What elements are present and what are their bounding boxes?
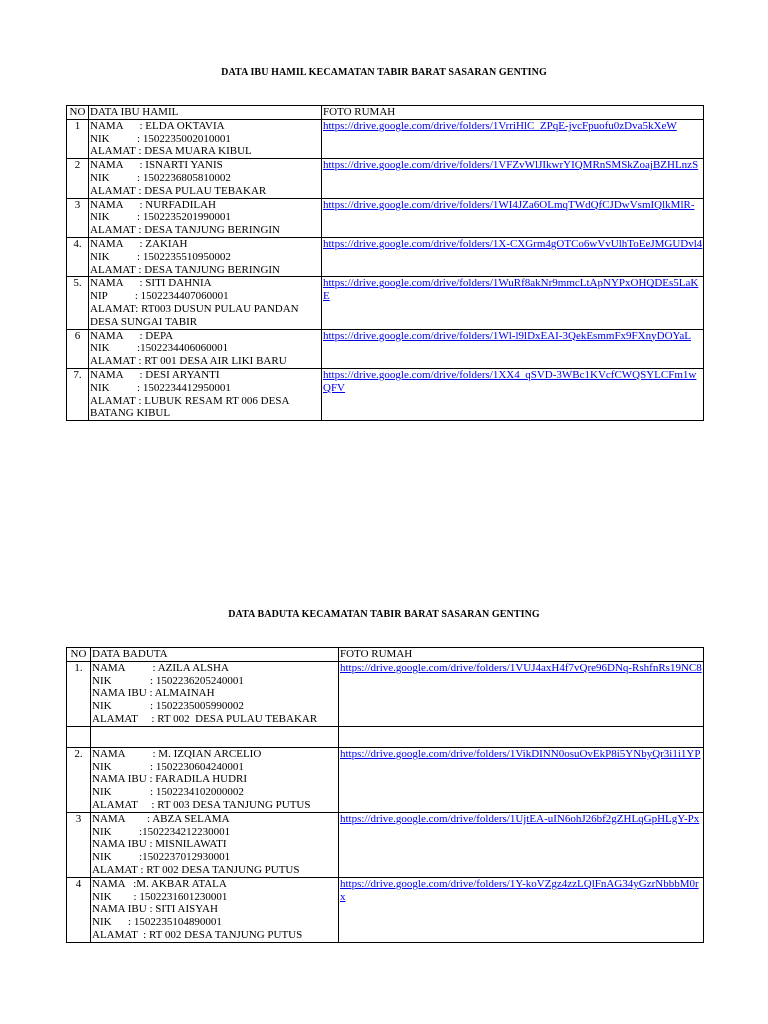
row-line: NAMA : ZAKIAH xyxy=(90,237,188,250)
row-line: NAMA : AZILA ALSHA xyxy=(92,661,229,674)
row-data xyxy=(89,159,322,198)
row-data xyxy=(91,747,339,812)
row-line: NAMA : ELDA OKTAVIA xyxy=(90,119,225,132)
row-no: 2. xyxy=(67,747,91,812)
drive-link[interactable]: https://drive.google.com/drive/folders/1WI4JZa6OLmqTWdQfCJDwVsmIQlkMlR- xyxy=(323,198,695,211)
row-line: NAMA : DEPA xyxy=(90,329,174,342)
row-data xyxy=(89,119,322,158)
table-header xyxy=(67,106,704,120)
row-line: NAMA :M. AKBAR ATALA xyxy=(92,877,227,890)
row-data xyxy=(91,812,339,877)
row-line: NAMA IBU : ALMAINAH xyxy=(92,687,215,700)
row-line: ALAMAT : DESA PULAU TEBAKAR xyxy=(90,184,267,197)
header-no: NO xyxy=(67,648,91,662)
table-row xyxy=(67,159,704,198)
row-no: 7. xyxy=(67,368,89,420)
row-line: ALAMAT : LUBUK RESAM RT 006 DESA xyxy=(90,394,290,407)
row-foto xyxy=(322,277,704,329)
row-line: NIK : 1502236205240001 xyxy=(92,674,244,687)
row-line: NIP : 1502234407060001 xyxy=(90,290,229,303)
row-line: ALAMAT : RT 002 DESA PULAU TEBAKAR xyxy=(92,712,318,725)
row-line: NIK : 1502235201990001 xyxy=(90,211,231,224)
row-data xyxy=(89,277,322,329)
empty-cell xyxy=(67,726,91,747)
ibu-hamil-table xyxy=(66,105,704,421)
row-line: NIK :1502234406060001 xyxy=(90,342,229,355)
table-row xyxy=(67,812,704,877)
row-line: DESA SUNGAI TABIR xyxy=(90,315,198,328)
row-line: ALAMAT : RT 002 DESA TANJUNG PUTUS xyxy=(92,928,303,941)
row-line: ALAMAT: RT003 DUSUN PULAU PANDAN xyxy=(90,302,299,315)
row-foto xyxy=(322,159,704,198)
row-line: NAMA : DESI ARYANTI xyxy=(90,368,220,381)
row-line: ALAMAT : RT 002 DESA TANJUNG PUTUS xyxy=(92,863,300,876)
row-data xyxy=(91,661,339,726)
row-line: NAMA : NURFADILAH xyxy=(90,198,216,211)
row-data xyxy=(89,368,322,420)
row-data xyxy=(89,198,322,237)
row-no: 3 xyxy=(67,812,91,877)
row-line: NIK :1502237012930001 xyxy=(92,851,231,864)
row-line: NAMA : M. IZQIAN ARCELIO xyxy=(92,747,262,760)
row-foto xyxy=(322,329,704,368)
row-foto xyxy=(339,877,704,942)
row-line: ALAMAT : DESA TANJUNG BERINGIN xyxy=(90,224,280,237)
drive-link[interactable]: https://drive.google.com/drive/folders/1Y-koVZgz4zzLQlFnAG34yGzrNbbbM0rx xyxy=(340,877,699,903)
drive-link[interactable]: https://drive.google.com/drive/folders/1XX4_qSVD-3WBc1KVcfCWQSYLCFm1wQFV xyxy=(323,368,697,394)
table-row xyxy=(67,277,704,329)
drive-link[interactable]: https://drive.google.com/drive/folders/1X-CXGrm4gOTCo6wVvUlhToEeJMGUDvl4 xyxy=(323,237,703,250)
drive-link[interactable]: https://drive.google.com/drive/folders/1VUJ4axH4f7vQre96DNq-RshfnRs19NC8 xyxy=(340,661,702,674)
table-header xyxy=(67,648,704,662)
row-foto xyxy=(339,747,704,812)
row-data xyxy=(89,329,322,368)
drive-link[interactable]: https://drive.google.com/drive/folders/1WuRf8akNr9mmcLtApNYPxOHQDEs5LaKE xyxy=(323,277,699,303)
row-no: 1. xyxy=(67,661,91,726)
table-row xyxy=(67,237,704,276)
row-no: 3 xyxy=(67,198,89,237)
row-line: ALAMAT : RT 003 DESA TANJUNG PUTUS xyxy=(92,798,311,811)
table-row xyxy=(67,661,704,726)
header-data: DATA IBU HAMIL xyxy=(89,106,322,120)
drive-link[interactable]: https://drive.google.com/drive/folders/1UjtEA-uIN6ohJ26bf2gZHLqGpHLgY-Px xyxy=(340,812,700,825)
row-no: 1 xyxy=(67,119,89,158)
row-foto xyxy=(322,198,704,237)
drive-link[interactable]: https://drive.google.com/drive/folders/1VrriHlC_ZPqE-jvcFpuofu0zDva5kXeW xyxy=(323,119,677,132)
row-line: NIK : 1502235510950002 xyxy=(90,250,231,263)
row-line: NIK :1502234212230001 xyxy=(92,825,231,838)
row-line: NIK : 1502230604240001 xyxy=(92,760,244,773)
header-data: DATA BADUTA xyxy=(91,648,339,662)
row-data xyxy=(91,877,339,942)
row-line: NAMA IBU : MISNILAWATI xyxy=(92,838,227,851)
row-no: 4 xyxy=(67,877,91,942)
row-no: 4. xyxy=(67,237,89,276)
header-foto: FOTO RUMAH xyxy=(322,106,704,120)
row-foto xyxy=(322,237,704,276)
row-line: NIK : 1502235002010001 xyxy=(90,132,231,145)
row-no: 5. xyxy=(67,277,89,329)
row-line: NAMA : ABZA SELAMA xyxy=(92,812,230,825)
empty-row xyxy=(67,726,704,747)
table-row xyxy=(67,368,704,420)
row-line: ALAMAT : DESA MUARA KIBUL xyxy=(90,145,252,158)
header-no: NO xyxy=(67,106,89,120)
row-foto xyxy=(339,661,704,726)
baduta-table xyxy=(66,647,704,943)
row-line: NAMA IBU : SITI AISYAH xyxy=(92,903,218,916)
section2-title: DATA BADUTA KECAMATAN TABIR BARAT SASARAN GENTING xyxy=(228,609,540,620)
row-foto xyxy=(322,368,704,420)
row-line: NIK : 1502236805810002 xyxy=(90,171,231,184)
row-no: 6 xyxy=(67,329,89,368)
row-foto xyxy=(339,812,704,877)
table-row xyxy=(67,119,704,158)
table-row xyxy=(67,198,704,237)
row-line: NAMA : ISNARTI YANIS xyxy=(90,159,223,172)
drive-link[interactable]: https://drive.google.com/drive/folders/1VFZvWlJIkwrYIQMRnSMSkZoajBZHLnzS xyxy=(323,159,699,172)
row-line: NAMA IBU : FARADILA HUDRI xyxy=(92,773,248,786)
row-foto xyxy=(322,119,704,158)
row-line: ALAMAT : RT 001 DESA AIR LIKI BARU xyxy=(90,355,287,368)
table-row xyxy=(67,747,704,812)
drive-link[interactable]: https://drive.google.com/drive/folders/1VikDINN0osuOvEkP8i5YNbyQr3i1i1YP xyxy=(340,747,701,760)
table-row xyxy=(67,877,704,942)
empty-cell xyxy=(91,726,339,747)
row-line: NIK : 1502234102000002 xyxy=(92,786,244,799)
row-line: NIK : 1502235104890001 xyxy=(92,916,222,929)
row-line: NIK : 1502235005990002 xyxy=(92,700,244,713)
row-data xyxy=(89,237,322,276)
header-foto: FOTO RUMAH xyxy=(339,648,704,662)
row-line: BATANG KIBUL xyxy=(90,407,171,420)
row-line: NIK : 1502234412950001 xyxy=(90,381,231,394)
drive-link[interactable]: https://drive.google.com/drive/folders/1Wl-l9lDxEAI-3QekEsmmFx9FXnyDOYaL xyxy=(323,329,691,342)
row-line: NAMA : SITI DAHNIA xyxy=(90,277,212,290)
row-line: ALAMAT : DESA TANJUNG BERINGIN xyxy=(90,263,280,276)
empty-cell xyxy=(339,726,704,747)
row-line: NIK : 1502231601230001 xyxy=(92,890,228,903)
table-row xyxy=(67,329,704,368)
row-no: 2 xyxy=(67,159,89,198)
section1-title: DATA IBU HAMIL KECAMATAN TABIR BARAT SASARAN GENTING xyxy=(221,67,547,78)
